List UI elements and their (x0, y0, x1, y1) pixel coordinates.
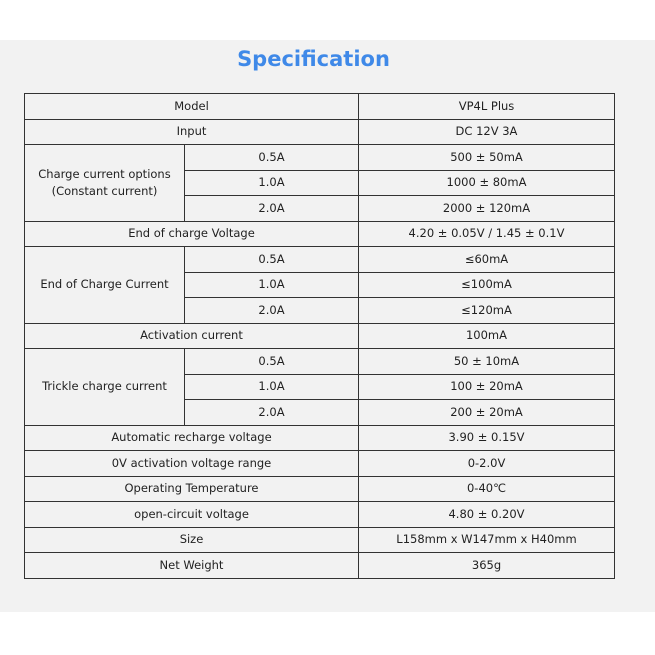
row-value: 1000 ± 80mA (359, 170, 615, 196)
row-value: 4.80 ± 0.20V (359, 502, 615, 528)
row-value: ≤120mA (359, 298, 615, 324)
row-value: 0-2.0V (359, 451, 615, 477)
table-row (25, 527, 615, 553)
row-label: Input (25, 119, 359, 145)
group-label-line: (Constant current) (51, 183, 158, 198)
option-cell: 0.5A (185, 145, 359, 171)
option-cell: 0.5A (185, 247, 359, 273)
table-row (25, 476, 615, 502)
page-title: Specification (237, 47, 390, 71)
table-row (25, 247, 615, 273)
row-value: 4.20 ± 0.05V / 1.45 ± 0.1V (359, 221, 615, 247)
option-cell: 1.0A (185, 374, 359, 400)
option-cell: 1.0A (185, 272, 359, 298)
spec-table (24, 93, 615, 579)
row-value: 500 ± 50mA (359, 145, 615, 171)
row-label: Model (25, 94, 359, 120)
row-label: Size (25, 527, 359, 553)
row-value: ≤60mA (359, 247, 615, 273)
table-row (25, 425, 615, 451)
row-value: L158mm x W147mm x H40mm (359, 527, 615, 553)
table-row (25, 553, 615, 579)
table-row (25, 323, 615, 349)
row-label: Net Weight (25, 553, 359, 579)
row-label: open-circuit voltage (25, 502, 359, 528)
row-label: Automatic recharge voltage (25, 425, 359, 451)
row-value: 2000 ± 120mA (359, 196, 615, 222)
table-row (25, 221, 615, 247)
option-cell: 2.0A (185, 196, 359, 222)
option-cell: 0.5A (185, 349, 359, 375)
row-value: 200 ± 20mA (359, 400, 615, 426)
group-label-line: Charge current options (38, 166, 171, 181)
table-row (25, 119, 615, 145)
row-value: 50 ± 10mA (359, 349, 615, 375)
row-value: 100 ± 20mA (359, 374, 615, 400)
row-label: End of charge Voltage (25, 221, 359, 247)
option-cell: 2.0A (185, 298, 359, 324)
table-row (25, 451, 615, 477)
table-row (25, 502, 615, 528)
table-row (25, 145, 615, 171)
row-value: 100mA (359, 323, 615, 349)
row-value: DC 12V 3A (359, 119, 615, 145)
option-cell: 1.0A (185, 170, 359, 196)
row-value: 365g (359, 553, 615, 579)
table-row (25, 349, 615, 375)
option-cell: 2.0A (185, 400, 359, 426)
row-label: 0V activation voltage range (25, 451, 359, 477)
group-label-charge-current (25, 145, 185, 222)
group-label-trickle-charge-current: Trickle charge current (25, 349, 185, 426)
row-value: VP4L Plus (359, 94, 615, 120)
table-row (25, 94, 615, 120)
row-label: Operating Temperature (25, 476, 359, 502)
row-label: Activation current (25, 323, 359, 349)
row-value: 0-40℃ (359, 476, 615, 502)
row-value: ≤100mA (359, 272, 615, 298)
group-label-end-of-charge-current: End of Charge Current (25, 247, 185, 324)
row-value: 3.90 ± 0.15V (359, 425, 615, 451)
